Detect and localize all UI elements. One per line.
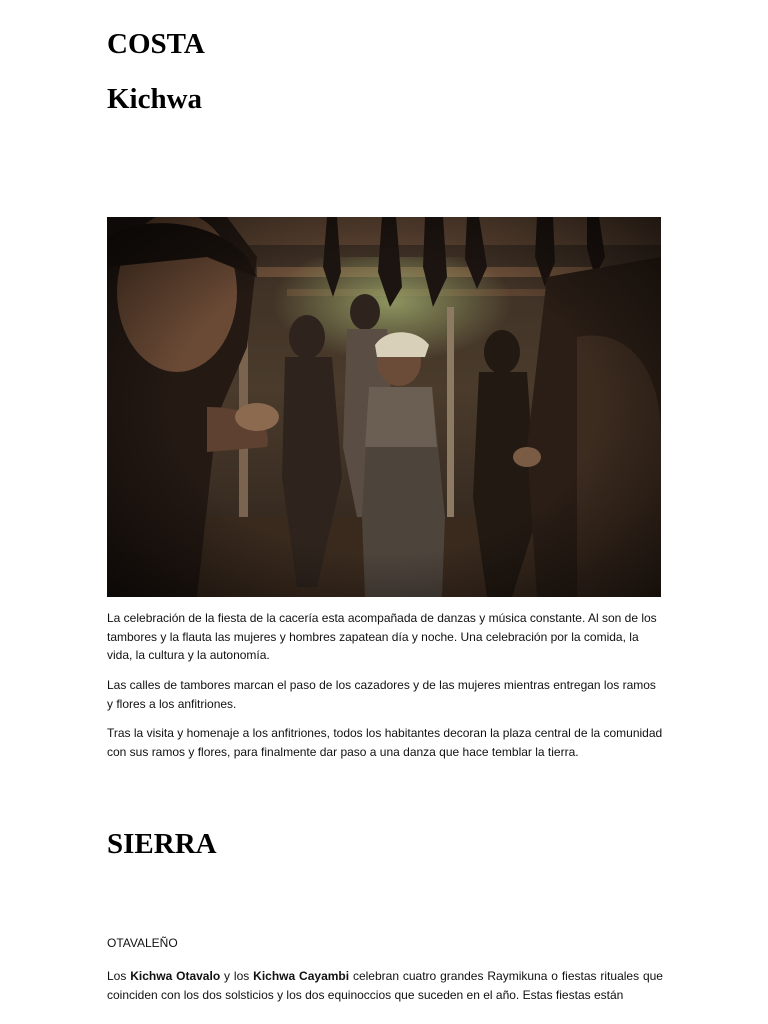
section-title-sierra: SIERRA (107, 828, 217, 860)
costa-paragraph-2: Las calles de tambores marcan el paso de los cazadores y de las mujeres mientras entregan los ramos y flores a los anfitriones. (107, 678, 656, 711)
photo-image (107, 217, 661, 597)
dance-celebration-photo (107, 217, 661, 597)
kichwa-otavalo-term: Kichwa Otavalo (130, 969, 221, 983)
costa-paragraph-1: La celebración de la fiesta de la cacería esta acompañada de danzas y música constante. Al son de los tambores y la flauta las mujeres y hombres zapatean día y noche. Una celebración por la comida, la vida, la cultura y la autonomía. (107, 611, 657, 662)
costa-paragraph-3: Tras la visita y homenaje a los anfitriones, todos los habitantes decoran la plaza central de la comunidad con sus ramos y flores, para finalmente dar paso a una danza que hace temblar la tierra. (107, 726, 663, 759)
sierra-paragraph-rest: celebran cuatro grandes Raymikuna o fiestas rituales que coinciden con los dos solsticios y los dos equinoccios que suceden en el año. Estas fiestas están (107, 969, 663, 1002)
sierra-paragraph-1 (107, 967, 663, 1004)
kichwa-cayambi-term: Kichwa Cayambi (253, 969, 350, 983)
section-title-costa: COSTA (107, 28, 205, 60)
section-subtitle-kichwa: Kichwa (107, 83, 203, 115)
group-label-otavaleno: OTAVALEÑO (107, 936, 178, 950)
sierra-paragraph-mid: y los (220, 969, 254, 983)
sierra-paragraph-lead: Los (107, 969, 131, 983)
